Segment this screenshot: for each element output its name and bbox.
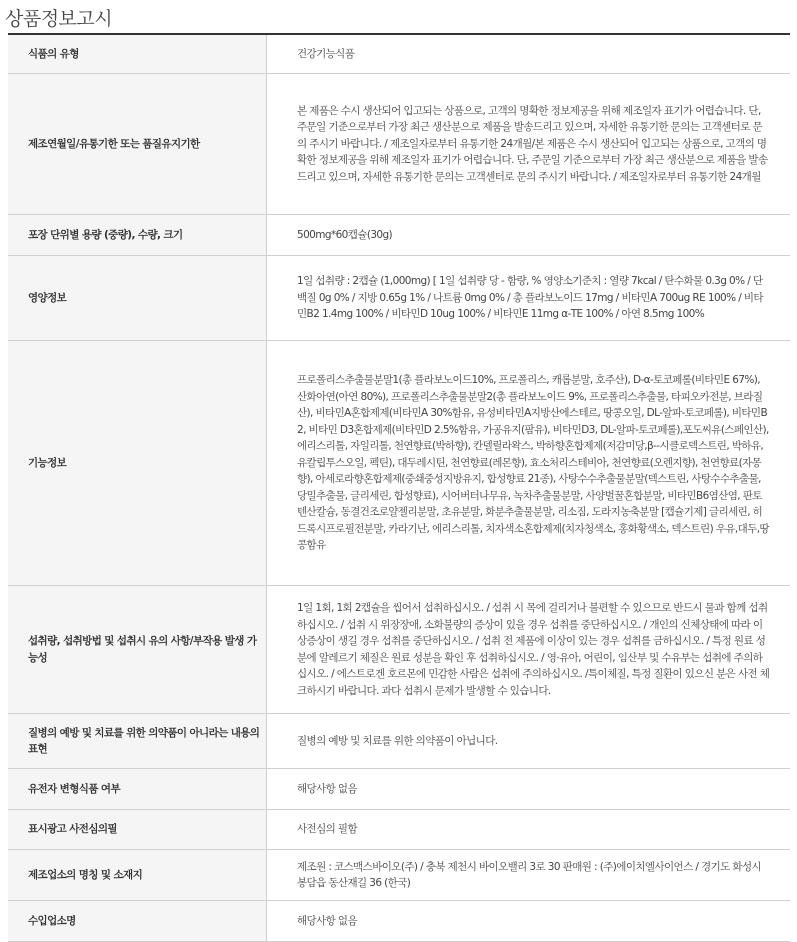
table-row [8, 341, 790, 586]
row-value-manufacturer: 제조원 : 코스맥스바이오(주) / 충북 제천시 바이오밸리 3로 30 판매원 : (주)에이치엘사이언스 / 경기도 화성시 봉담읍 동산재길 36 (한국) [267, 850, 791, 901]
row-label-food-type: 식품의 유형 [8, 34, 267, 74]
row-label-importer: 수입업소명 [8, 901, 267, 942]
row-label-capacity: 포장 단위별 용량 (중량), 수량, 크기 [8, 215, 267, 256]
row-value-ad-review: 사전심의 필함 [267, 810, 791, 850]
table-row [8, 74, 790, 215]
table-row [8, 850, 790, 901]
table-row [8, 810, 790, 850]
row-label-gmo: 유전자 변형식품 여부 [8, 769, 267, 810]
row-value-gmo: 해당사항 없음 [267, 769, 791, 810]
row-label-function: 기능정보 [8, 341, 267, 586]
row-label-expiry: 제조연월일/유통기한 또는 품질유지기한 [8, 74, 267, 215]
table-row [8, 34, 790, 74]
row-value-function: 프로폴리스추출물분말1(총 플라보노이드10%, 프로폴리스, 캐롭분말, 호주산), D-α-토코페롤(비타민E 67%), 산화아연(아연 80%), 프로폴리스추출물분말2(총 플라보노이드 9%, 프로폴리스추출물, 타피오카전분, 브라질산), 비타민A혼합제제(비타민A 30%함유, 유성비타민A지방산에스테르, 땅콩오일, DL-알파-토코페롤), 비타민B2, 비타민 D3혼합제제(비타민D 2.5%함유, 가공유지(팜유), 비타민D3, DL-알파-토코페롤),포도씨유(스페인산), 에리스리톨, 자일리톨, 천연향료(박하향), 칸델릴라왁스, 박하향혼합제제(저감미당,β--시클로덱스트린, 박하유, 유칼립투스오일, 펙틴), 대두레시틴, 천연향료(레몬향), 효소처리스테비아, 천연향료(오렌지향), 천연향료(자몽향), 아세로라향혼합제제(중쇄중성지방유지, 합성향료 21종), 사탕수수추출물분말(덱스트린, 사탕수수추출물, 당밀추출물, 글리세린, 합성향료), 시어버터나무유, 녹차추출물분말, 사양벌꿀혼합분말, 비타민B6염산염, 판토텐산칼슘, 동결건조로얄젤리분말, 초유분말, 화분추출물분말, 리소짐, 도라지농축분말 [캡슐기제] 글리세린, 히드록시프로필전분말, 카라기난, 에리스리톨, 치자색소혼합제제(치자청색소, 홍화황색소, 덱스트린) 우유,대두,땅콩함유 [267, 341, 791, 586]
table-row [8, 586, 790, 714]
row-value-capacity: 500mg*60캡슐(30g) [267, 215, 791, 256]
row-label-intake: 섭취량, 섭취방법 및 섭취시 유의 사항/부작용 발생 가능성 [8, 586, 267, 714]
row-value-intake: 1일 1회, 1회 2캡슐을 씹어서 섭취하십시오. / 섭취 시 목에 걸리거나 불편할 수 있으므로 반드시 물과 함께 섭취하십시오. / 섭취 시 위장장애, 소화불량의 증상이 있을 경우 섭취를 중단하십시오. / 개인의 신체상태에 따라 이상증상이 생길 경우 섭취를 중단하십시오. / 섭취 전 제품에 이상이 있는 경우 섭취를 금하십시오. / 특정 원료 성분에 알레르기 체질은 원료 성분을 확인 후 섭취하십시오. / 영·유아, 어린이, 임산부 및 수유부는 섭취에 주의하십시오. / 에스트로겐 호르몬에 민감한 사람은 섭취에 주의하십시오. /특이체질, 특정 질환이 있으신 분은 사전 체크하시기 바랍니다. 과다 섭취시 문제가 발생할 수 있습니다. [267, 586, 791, 714]
product-info-table [8, 33, 790, 942]
row-label-nutrition: 영양정보 [8, 256, 267, 341]
row-label-manufacturer: 제조업소의 명칭 및 소재지 [8, 850, 267, 901]
table-row [8, 769, 790, 810]
row-label-ad-review: 표시광고 사전심의필 [8, 810, 267, 850]
row-value-nutrition: 1일 섭취량 : 2캡슐 (1,000mg) [ 1일 섭취량 당 - 함량, % 영양소기준치 : 열량 7kcal / 탄수화물 0.3g 0% / 단백질 0g 0% / 지방 0.65g 1% / 나트륨 0mg 0% / 총 플라보노이드 17mg / 비타민A 700ug RE 100% / 비타민B2 1.4mg 100% / 비타민D 10ug 100% / 비타민E 11mg α-TE 100% / 아연 8.5mg 100% [267, 256, 791, 341]
table-row [8, 901, 790, 942]
table-row [8, 714, 790, 769]
table-row [8, 256, 790, 341]
row-label-not-medicine: 질병의 예방 및 치료를 위한 의약품이 아니라는 내용의 표현 [8, 714, 267, 769]
row-value-importer: 해당사항 없음 [267, 901, 791, 942]
row-value-expiry: 본 제품은 수시 생산되어 입고되는 상품으로, 고객의 명확한 정보제공을 위해 제조일자 표기가 어렵습니다. 단, 주문일 기준으로부터 가장 최근 생산분으로 제품을 발송드리고 있으며, 자세한 유통기한 문의는 고객센터로 문의 주시기 바랍니다. / 제조일자로부터 유통기한 24개월/본 제품은 수시 생산되어 입고되는 상품으로, 고객의 명확한 정보제공을 위해 제조일자 표기가 어렵습니다. 단, 주문일 기준으로부터 가장 최근 생산분으로 제품을 발송드리고 있으며, 자세한 유통기한 문의는 고객센터로 문의 주시기 바랍니다. / 제조일자로부터 유통기한 24개월 [267, 74, 791, 215]
row-value-not-medicine: 질병의 예방 및 치료를 위한 의약품이 아닙니다. [267, 714, 791, 769]
page-title: 상품정보고시 [5, 8, 113, 30]
row-value-food-type: 건강기능식품 [267, 34, 791, 74]
table-row [8, 215, 790, 256]
